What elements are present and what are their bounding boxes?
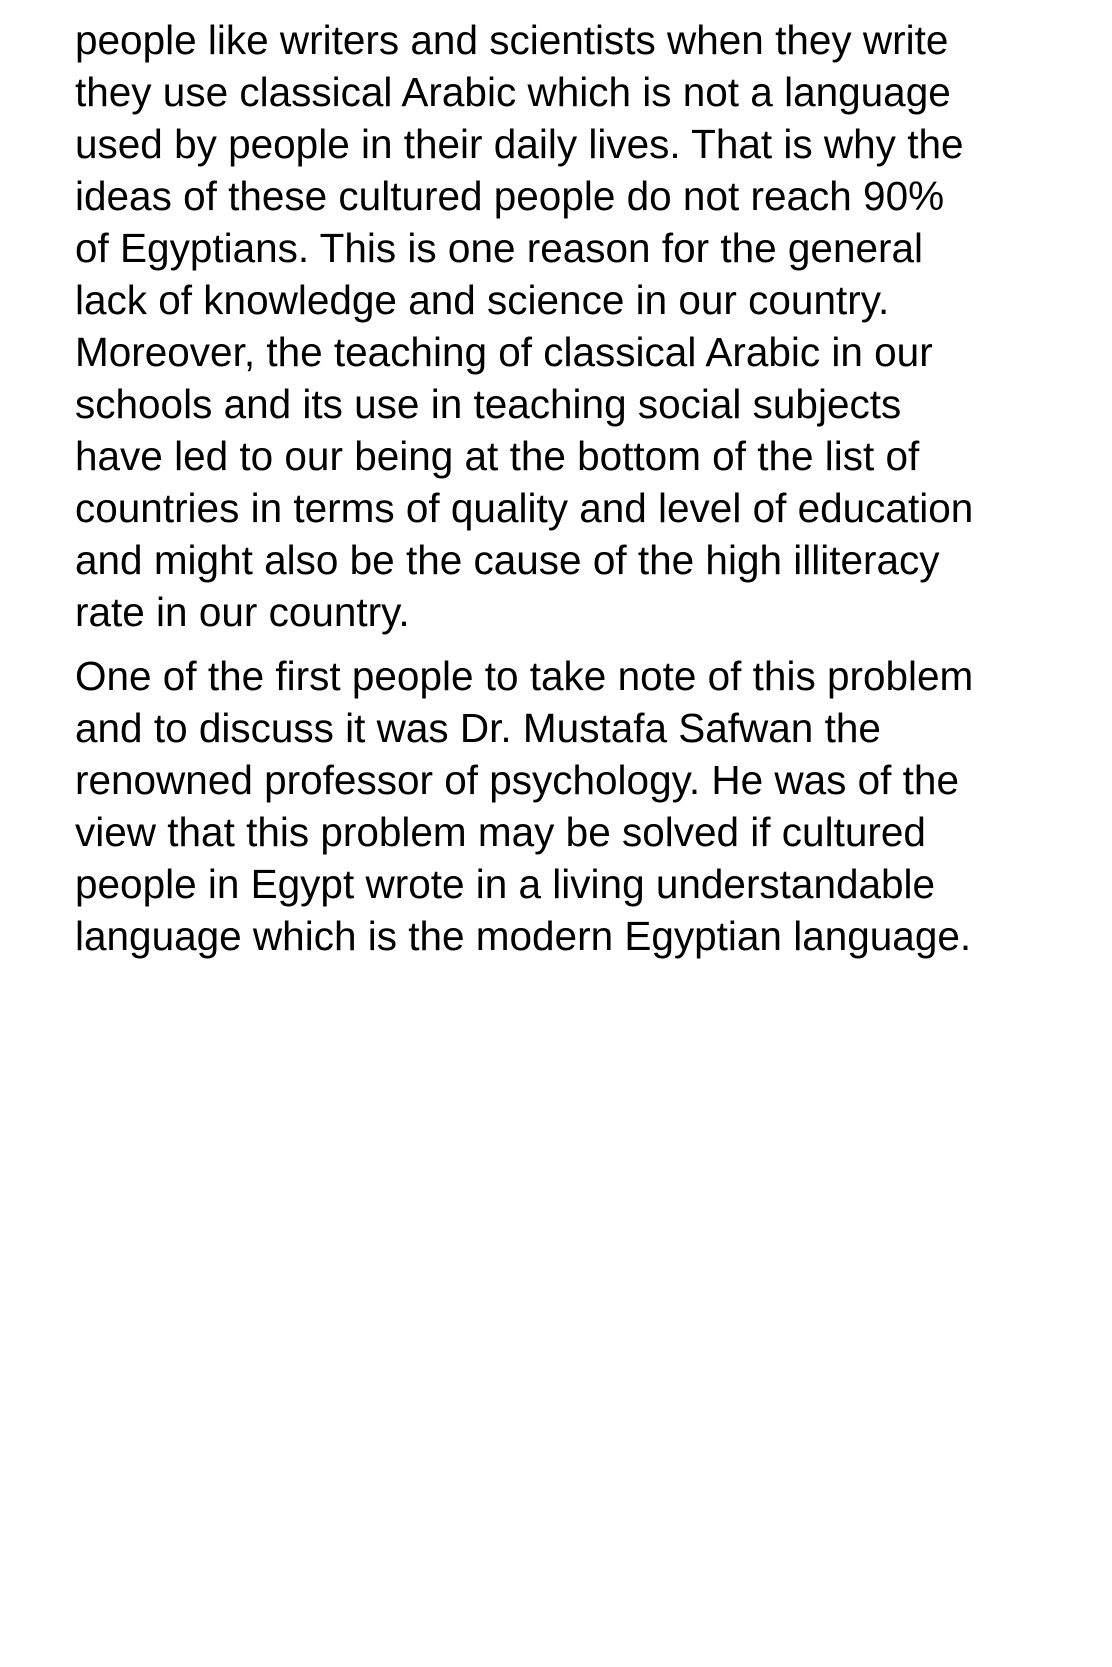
text-line: people like writers and scientists when they write — [75, 17, 949, 63]
text-line: and might also be the cause of the high illiteracy — [75, 537, 940, 583]
text-line: they use classical Arabic which is not a language — [75, 69, 951, 115]
text-line: renowned professor of psychology. He was of the — [75, 757, 959, 803]
text-line: lack of knowledge and science in our country. — [75, 277, 890, 323]
text-line: have led to our being at the bottom of the list of — [75, 433, 920, 479]
text-line: used by people in their daily lives. That is why the — [75, 121, 964, 167]
text-line: countries in terms of quality and level of education — [75, 485, 974, 531]
text-line: rate in our country. — [75, 589, 410, 635]
text-line: schools and its use in teaching social subjects — [75, 381, 902, 427]
text-line: language which is the modern Egyptian language. — [75, 913, 972, 959]
paragraph-1 — [75, 14, 1075, 638]
text-line: ideas of these cultured people do not reach 90% — [75, 173, 945, 219]
body-text — [75, 14, 1075, 962]
paragraph-2 — [75, 650, 1075, 962]
text-line: people in Egypt wrote in a living understandable — [75, 861, 936, 907]
text-line: of Egyptians. This is one reason for the general — [75, 225, 924, 271]
text-line: Moreover, the teaching of classical Arabic in our — [75, 329, 933, 375]
text-line: One of the first people to take note of this problem — [75, 653, 974, 699]
text-line: view that this problem may be solved if cultured — [75, 809, 926, 855]
text-line: and to discuss it was Dr. Mustafa Safwan the — [75, 705, 881, 751]
